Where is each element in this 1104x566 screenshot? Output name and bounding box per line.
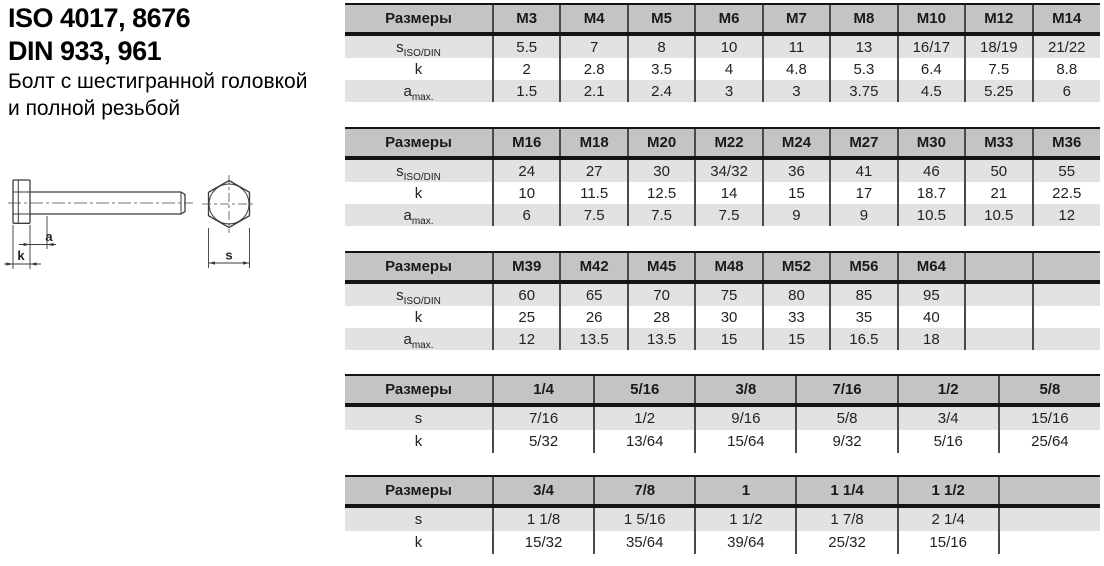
value-cell: 5/32 bbox=[493, 430, 594, 453]
size-header-cell bbox=[1033, 252, 1101, 282]
value-cell: 30 bbox=[628, 158, 695, 182]
value-cell: 18.7 bbox=[898, 182, 965, 204]
value-cell: 10.5 bbox=[898, 204, 965, 226]
value-cell: 18/19 bbox=[965, 34, 1032, 58]
row-label-cell: k bbox=[345, 58, 493, 80]
value-cell bbox=[965, 328, 1032, 350]
value-cell bbox=[965, 306, 1032, 328]
value-cell: 1 5/16 bbox=[594, 506, 695, 531]
value-cell: 25/32 bbox=[796, 531, 897, 554]
size-header-cell: M30 bbox=[898, 128, 965, 158]
value-cell: 4 bbox=[695, 58, 762, 80]
spec-row-a bbox=[345, 204, 1100, 226]
description-line-1: Болт с шестигранной головкой bbox=[8, 70, 308, 93]
value-cell: 13.5 bbox=[628, 328, 695, 350]
dimension-tables bbox=[345, 3, 1100, 566]
value-cell: 16/17 bbox=[898, 34, 965, 58]
size-header-cell: M8 bbox=[830, 4, 897, 34]
header-row bbox=[345, 252, 1100, 282]
size-header-cell: M27 bbox=[830, 128, 897, 158]
size-header-cell: M42 bbox=[560, 252, 627, 282]
dimension-table-3 bbox=[345, 251, 1100, 350]
value-cell: 5/8 bbox=[796, 405, 897, 430]
spec-row-s bbox=[345, 158, 1100, 182]
size-header-cell: M56 bbox=[830, 252, 897, 282]
value-cell: 21/22 bbox=[1033, 34, 1101, 58]
value-cell: 9/32 bbox=[796, 430, 897, 453]
row-label-cell: $s_{ISO/DIN}$ bbox=[345, 158, 493, 182]
header-row bbox=[345, 4, 1100, 34]
value-cell: 80 bbox=[763, 282, 830, 306]
value-cell: 12 bbox=[493, 328, 560, 350]
value-cell: 3 bbox=[695, 80, 762, 102]
value-cell: 95 bbox=[898, 282, 965, 306]
size-header-cell: M3 bbox=[493, 4, 560, 34]
size-header-cell: 3/8 bbox=[695, 375, 796, 405]
value-cell: 5/16 bbox=[898, 430, 999, 453]
value-cell: 5.5 bbox=[493, 34, 560, 58]
din-standard-title: DIN 933, 961 bbox=[8, 36, 162, 66]
value-cell: 15 bbox=[763, 328, 830, 350]
size-header-cell: M18 bbox=[560, 128, 627, 158]
value-cell: 24 bbox=[493, 158, 560, 182]
row-label-cell: $s_{ISO/DIN}$ bbox=[345, 282, 493, 306]
value-cell: 3.75 bbox=[830, 80, 897, 102]
value-cell: 7.5 bbox=[560, 204, 627, 226]
value-cell: 18 bbox=[898, 328, 965, 350]
description-line-2: и полной резьбой bbox=[8, 97, 181, 120]
value-cell: 27 bbox=[560, 158, 627, 182]
size-header-cell: M14 bbox=[1033, 4, 1101, 34]
value-cell: 3 bbox=[763, 80, 830, 102]
row-label-cell: s bbox=[345, 405, 493, 430]
value-cell: 1 1/2 bbox=[695, 506, 796, 531]
size-header-cell: M16 bbox=[493, 128, 560, 158]
value-cell: 10 bbox=[493, 182, 560, 204]
spec-row-k bbox=[345, 531, 1100, 554]
header-row bbox=[345, 128, 1100, 158]
value-cell: 14 bbox=[695, 182, 762, 204]
value-cell: 15/16 bbox=[999, 405, 1100, 430]
value-cell: 1/2 bbox=[594, 405, 695, 430]
spec-row-k bbox=[345, 58, 1100, 80]
value-cell: 4.8 bbox=[763, 58, 830, 80]
iso-standard-title: ISO 4017, 8676 bbox=[8, 3, 191, 33]
spec-row-k bbox=[345, 430, 1100, 453]
value-cell: 13/64 bbox=[594, 430, 695, 453]
row-label-cell: k bbox=[345, 430, 493, 453]
size-header-cell: M22 bbox=[695, 128, 762, 158]
value-cell: 28 bbox=[628, 306, 695, 328]
size-header-cell: M33 bbox=[965, 128, 1032, 158]
value-cell: 39/64 bbox=[695, 531, 796, 554]
size-header-cell: 5/8 bbox=[999, 375, 1100, 405]
spec-row-k bbox=[345, 182, 1100, 204]
size-header-cell bbox=[999, 476, 1100, 506]
dim-label-k: k bbox=[17, 248, 25, 263]
spec-row-a bbox=[345, 80, 1100, 102]
value-cell: 1 7/8 bbox=[796, 506, 897, 531]
value-cell: 21 bbox=[965, 182, 1032, 204]
value-cell: 2.4 bbox=[628, 80, 695, 102]
value-cell: 8.8 bbox=[1033, 58, 1101, 80]
value-cell bbox=[1033, 328, 1101, 350]
spec-row-s bbox=[345, 34, 1100, 58]
value-cell: 34/32 bbox=[695, 158, 762, 182]
bolt-technical-drawing bbox=[0, 170, 300, 285]
value-cell: 13 bbox=[830, 34, 897, 58]
size-header-cell: M39 bbox=[493, 252, 560, 282]
value-cell bbox=[1033, 306, 1101, 328]
size-header-cell: 7/16 bbox=[796, 375, 897, 405]
value-cell: 35 bbox=[830, 306, 897, 328]
bolt-side-view bbox=[13, 180, 185, 223]
value-cell: 55 bbox=[1033, 158, 1101, 182]
size-header-cell: M36 bbox=[1033, 128, 1101, 158]
value-cell: 11.5 bbox=[560, 182, 627, 204]
value-cell: 1.5 bbox=[493, 80, 560, 102]
row-label-cell: $a_{max.}$ bbox=[345, 328, 493, 350]
header-label-cell: Размеры bbox=[345, 4, 493, 34]
value-cell: 2 bbox=[493, 58, 560, 80]
value-cell: 15/32 bbox=[493, 531, 594, 554]
value-cell: 5.3 bbox=[830, 58, 897, 80]
header-label-cell: Размеры bbox=[345, 476, 493, 506]
value-cell: 41 bbox=[830, 158, 897, 182]
size-header-cell: M52 bbox=[763, 252, 830, 282]
bolt-head-outline bbox=[13, 180, 30, 223]
size-header-cell: M7 bbox=[763, 4, 830, 34]
value-cell: 16.5 bbox=[830, 328, 897, 350]
header-row bbox=[345, 476, 1100, 506]
value-cell: 30 bbox=[695, 306, 762, 328]
size-header-cell: M4 bbox=[560, 4, 627, 34]
value-cell: 11 bbox=[763, 34, 830, 58]
size-header-cell bbox=[965, 252, 1032, 282]
size-header-cell: M24 bbox=[763, 128, 830, 158]
value-cell: 6.4 bbox=[898, 58, 965, 80]
dimension-table-4 bbox=[345, 374, 1100, 453]
dimension-table-1 bbox=[345, 3, 1100, 102]
value-cell: 40 bbox=[898, 306, 965, 328]
row-label-cell: k bbox=[345, 182, 493, 204]
row-label-cell: k bbox=[345, 531, 493, 554]
value-cell: 3.5 bbox=[628, 58, 695, 80]
row-label-cell: $a_{max.}$ bbox=[345, 204, 493, 226]
header-row bbox=[345, 375, 1100, 405]
value-cell: 7/16 bbox=[493, 405, 594, 430]
value-cell: 15/64 bbox=[695, 430, 796, 453]
size-header-cell: M10 bbox=[898, 4, 965, 34]
value-cell: 10 bbox=[695, 34, 762, 58]
size-header-cell: 5/16 bbox=[594, 375, 695, 405]
value-cell: 50 bbox=[965, 158, 1032, 182]
value-cell: 12 bbox=[1033, 204, 1101, 226]
value-cell: 46 bbox=[898, 158, 965, 182]
value-cell: 36 bbox=[763, 158, 830, 182]
spec-row-s bbox=[345, 282, 1100, 306]
value-cell: 8 bbox=[628, 34, 695, 58]
header-label-cell: Размеры bbox=[345, 252, 493, 282]
value-cell: 1 1/8 bbox=[493, 506, 594, 531]
row-label-cell: s bbox=[345, 506, 493, 531]
header-label-cell: Размеры bbox=[345, 375, 493, 405]
value-cell: 15/16 bbox=[898, 531, 999, 554]
value-cell: 60 bbox=[493, 282, 560, 306]
value-cell: 7.5 bbox=[628, 204, 695, 226]
value-cell: 15 bbox=[763, 182, 830, 204]
value-cell: 10.5 bbox=[965, 204, 1032, 226]
value-cell: 17 bbox=[830, 182, 897, 204]
value-cell: 7 bbox=[560, 34, 627, 58]
value-cell: 4.5 bbox=[898, 80, 965, 102]
size-header-cell: M45 bbox=[628, 252, 695, 282]
value-cell bbox=[999, 531, 1100, 554]
value-cell: 2.1 bbox=[560, 80, 627, 102]
value-cell: 75 bbox=[695, 282, 762, 306]
value-cell: 70 bbox=[628, 282, 695, 306]
size-header-cell: 1 1/4 bbox=[796, 476, 897, 506]
value-cell: 25/64 bbox=[999, 430, 1100, 453]
value-cell: 85 bbox=[830, 282, 897, 306]
value-cell: 65 bbox=[560, 282, 627, 306]
size-header-cell: 1 bbox=[695, 476, 796, 506]
spec-row-s bbox=[345, 506, 1100, 531]
row-label-cell: $s_{ISO/DIN}$ bbox=[345, 34, 493, 58]
value-cell: 3/4 bbox=[898, 405, 999, 430]
value-cell: 2.8 bbox=[560, 58, 627, 80]
size-header-cell: 1/4 bbox=[493, 375, 594, 405]
spec-row-a bbox=[345, 328, 1100, 350]
value-cell: 5.25 bbox=[965, 80, 1032, 102]
value-cell: 35/64 bbox=[594, 531, 695, 554]
value-cell: 9 bbox=[830, 204, 897, 226]
header-label-cell: Размеры bbox=[345, 128, 493, 158]
size-header-cell: 3/4 bbox=[493, 476, 594, 506]
title-block bbox=[8, 2, 307, 122]
size-header-cell: 1/2 bbox=[898, 375, 999, 405]
size-header-cell: M6 bbox=[695, 4, 762, 34]
value-cell: 22.5 bbox=[1033, 182, 1101, 204]
dim-label-a: a bbox=[45, 229, 53, 244]
value-cell: 15 bbox=[695, 328, 762, 350]
size-header-cell: M48 bbox=[695, 252, 762, 282]
spec-row-k bbox=[345, 306, 1100, 328]
value-cell: 7.5 bbox=[695, 204, 762, 226]
value-cell bbox=[965, 282, 1032, 306]
row-label-cell: $a_{max.}$ bbox=[345, 80, 493, 102]
value-cell: 13.5 bbox=[560, 328, 627, 350]
value-cell bbox=[999, 506, 1100, 531]
value-cell: 9 bbox=[763, 204, 830, 226]
size-header-cell: 1 1/2 bbox=[898, 476, 999, 506]
value-cell: 25 bbox=[493, 306, 560, 328]
value-cell: 7.5 bbox=[965, 58, 1032, 80]
value-cell: 12.5 bbox=[628, 182, 695, 204]
value-cell: 2 1/4 bbox=[898, 506, 999, 531]
size-header-cell: M20 bbox=[628, 128, 695, 158]
value-cell: 26 bbox=[560, 306, 627, 328]
value-cell: 9/16 bbox=[695, 405, 796, 430]
size-header-cell: M64 bbox=[898, 252, 965, 282]
value-cell: 6 bbox=[493, 204, 560, 226]
dimension-table-5 bbox=[345, 475, 1100, 554]
size-header-cell: M5 bbox=[628, 4, 695, 34]
value-cell: 33 bbox=[763, 306, 830, 328]
value-cell: 6 bbox=[1033, 80, 1101, 102]
dim-label-s: s bbox=[225, 247, 233, 263]
value-cell bbox=[1033, 282, 1101, 306]
size-header-cell: 7/8 bbox=[594, 476, 695, 506]
dimension-table-2 bbox=[345, 127, 1100, 226]
spec-row-s bbox=[345, 405, 1100, 430]
size-header-cell: M12 bbox=[965, 4, 1032, 34]
row-label-cell: k bbox=[345, 306, 493, 328]
